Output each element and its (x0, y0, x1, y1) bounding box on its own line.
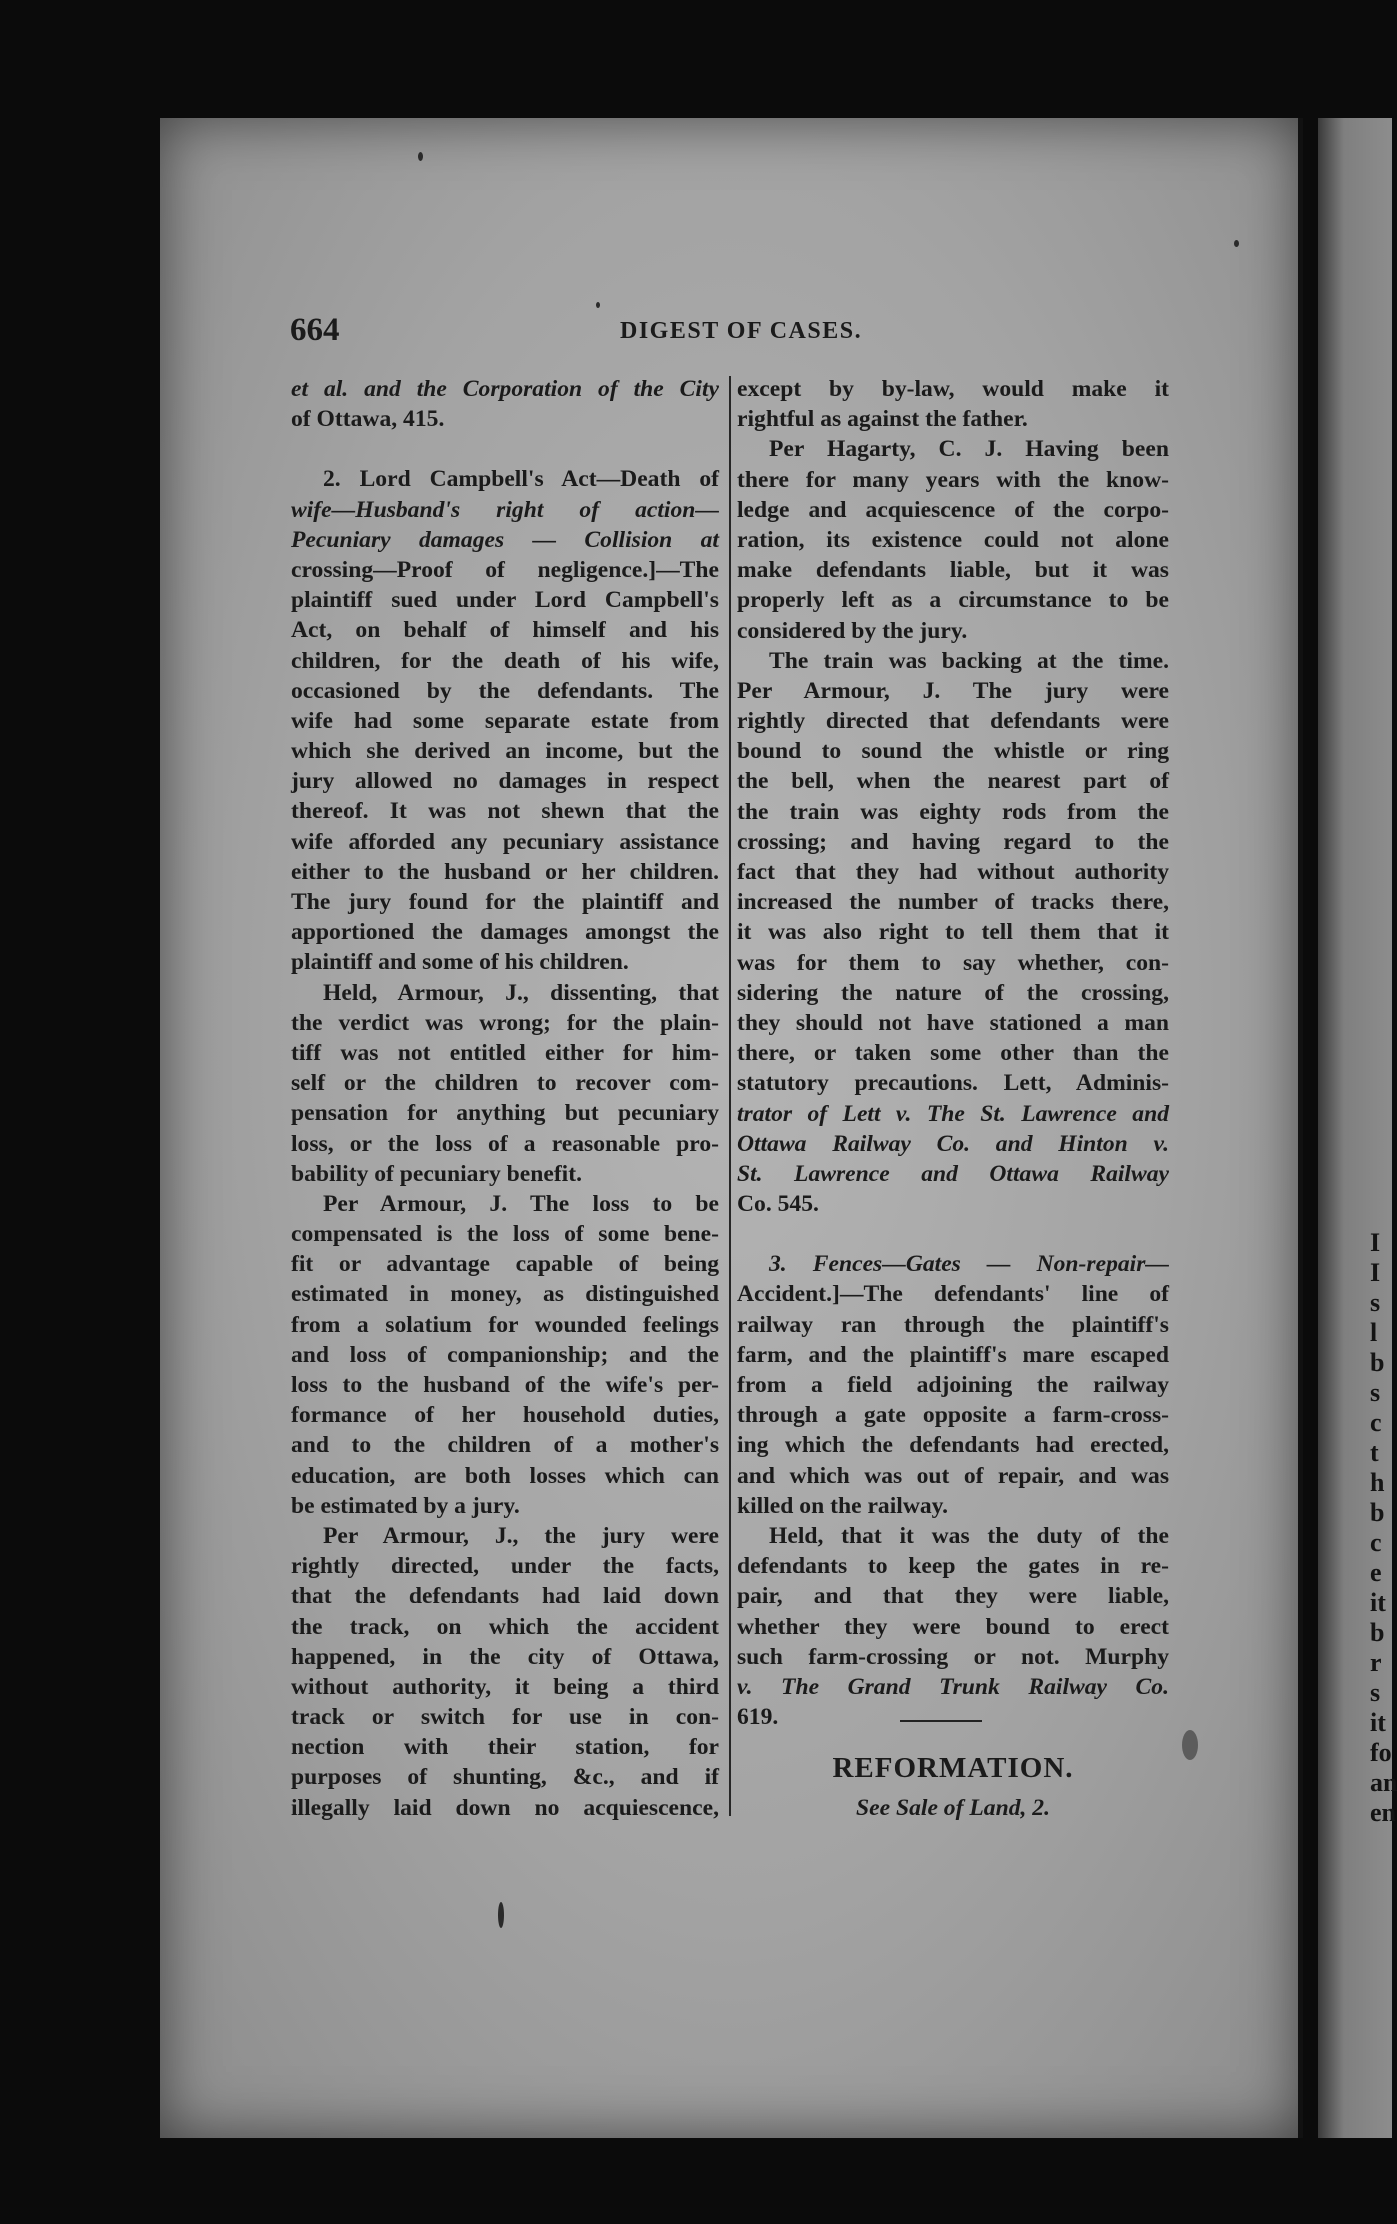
text-line: properly left as a circumstance to be (737, 587, 1169, 614)
text-line: plaintiff sued under Lord Campbell's (291, 587, 719, 614)
text-line: there for many years with the know- (737, 466, 1169, 493)
text-line: self or the children to recover com- (291, 1070, 719, 1097)
page-number: 664 (290, 312, 340, 348)
text-line: the track, on which the accident (291, 1613, 719, 1640)
text-line: either to the husband or her children. (291, 858, 719, 885)
right-column (737, 374, 1169, 1732)
text-line: without authority, it being a third (291, 1673, 719, 1700)
text-line: education, are both losses which can (291, 1462, 719, 1489)
text-line: that the defendants had laid down (291, 1583, 719, 1610)
text-line: fact that they had without authority (737, 859, 1169, 885)
text-line: and which was out of repair, and was (737, 1462, 1169, 1489)
section-heading-line: Pecuniary damages — Collision at (291, 526, 719, 553)
text-line: Ottawa Railway Co. and Hinton v. (737, 1130, 1169, 1157)
running-head: DIGEST OF CASES. (620, 318, 863, 344)
text-line: Per Armour, J. The loss to be (323, 1190, 719, 1217)
adjacent-page-fragment: r (1370, 1648, 1382, 1677)
text-line: sidering the nature of the crossing, (737, 979, 1169, 1006)
text-line: and loss of companionship; and the (291, 1341, 719, 1368)
adjacent-page-fragment: s (1370, 1378, 1381, 1407)
text-line: the bell, when the nearest part of (737, 768, 1169, 795)
text-line: crossing; and having regard to the (737, 828, 1169, 855)
text-line: wife had some separate estate from (291, 707, 719, 734)
text-line: crossing—Proof of negligence.]—The (291, 556, 719, 583)
column-divider (729, 376, 731, 1816)
scan-speck (1234, 240, 1239, 247)
text-line: Co. 545. (737, 1191, 819, 1218)
text-line: considered by the jury. (737, 617, 968, 644)
text-line: compensated is the loss of some bene- (291, 1221, 719, 1248)
text-line: Held, Armour, J., dissenting, that (323, 979, 719, 1006)
text-line: The train was backing at the time. (769, 647, 1169, 674)
text-line: ration, its existence could not alone (737, 526, 1169, 553)
text-line: make defendants liable, but it was (737, 557, 1169, 584)
text-line: farm, and the plaintiff's mare escaped (737, 1341, 1169, 1368)
text-line: pair, and that they were liable, (737, 1583, 1169, 1610)
left-column (291, 374, 719, 1823)
text-line: et al. and the Corporation of the City (291, 376, 719, 402)
text-line: trator of Lett v. The St. Lawrence and (737, 1100, 1169, 1127)
adjacent-page-fragment: c (1370, 1408, 1382, 1437)
text-line: ing which the defendants had erected, (737, 1432, 1169, 1459)
text-line: Held, that it was the duty of the (769, 1522, 1169, 1549)
text-line: it was also right to tell them that it (737, 919, 1169, 946)
text-line: loss to the husband of the wife's per- (291, 1372, 719, 1398)
section-heading-line: 3. Fences—Gates — Non-repair— (769, 1251, 1169, 1278)
adjacent-page-fragment: c (1370, 1528, 1382, 1557)
text-line: rightful as against the father. (737, 406, 1028, 433)
text-line: except by by-law, would make it (737, 376, 1169, 402)
text-line: illegally laid down no acquiescence, (291, 1794, 719, 1821)
text-line: nection with their station, for (291, 1734, 719, 1761)
text-line: whether they were bound to erect (737, 1613, 1169, 1640)
text-line: was for them to say whether, con- (737, 949, 1169, 976)
text-line: estimated in money, as distinguished (291, 1281, 719, 1308)
text-line: thereof. It was not shewn that the (291, 798, 719, 825)
text-line: increased the number of tracks there, (737, 889, 1169, 916)
text-line: bound to sound the whistle or ring (737, 738, 1169, 765)
text-line: from a solatium for wounded feelings (291, 1311, 719, 1338)
text-line: happened, in the city of Ottawa, (291, 1643, 719, 1670)
text-line: Per Armour, J. The jury were (737, 677, 1169, 704)
scan-speck (596, 302, 600, 308)
gutter-shadow-line (1298, 118, 1303, 2138)
text-line: such farm-crossing or not. Murphy (737, 1643, 1169, 1670)
text-line: of Ottawa, 415. (291, 406, 445, 433)
text-line: track or switch for use in con- (291, 1704, 719, 1731)
adjacent-page-fragment: it (1370, 1588, 1386, 1617)
text-line: tiff was not entitled either for him- (291, 1039, 719, 1066)
text-line: apportioned the damages amongst the (291, 919, 719, 946)
text-line: jury allowed no damages in respect (291, 768, 719, 795)
adjacent-page-fragment: I (1370, 1258, 1381, 1287)
adjacent-page-fragment: fo (1370, 1738, 1392, 1767)
cross-reference: See Sale of Land, 2. (856, 1795, 1050, 1821)
text-line: loss, or the loss of a reasonable pro- (291, 1130, 719, 1157)
text-line: Per Armour, J., the jury were (323, 1522, 719, 1549)
text-line: wife afforded any pecuniary assistance (291, 828, 719, 855)
reformation-block (737, 1752, 1169, 1822)
text-line: The jury found for the plaintiff and (291, 889, 719, 915)
text-line: St. Lawrence and Ottawa Railway (737, 1160, 1169, 1187)
text-line: railway ran through the plaintiff's (737, 1311, 1169, 1338)
text-line: rightly directed that defendants were (737, 708, 1169, 735)
text-line: 619. (737, 1704, 779, 1731)
adjacent-page-fragment: I (1370, 1228, 1381, 1257)
adjacent-page-edge (1318, 118, 1397, 2138)
text-line: statutory precautions. Lett, Adminis- (737, 1070, 1169, 1097)
text-line: Accident.]—The defendants' line of (737, 1281, 1169, 1308)
text-line: plaintiff and some of his children. (291, 949, 629, 976)
adjacent-page-fragment: an (1370, 1768, 1397, 1797)
section-heading-line: 2. Lord Campbell's Act—Death of (323, 466, 719, 493)
adjacent-page-fragment: b (1370, 1618, 1385, 1647)
adjacent-page-fragment: l (1370, 1318, 1378, 1347)
text-line: killed on the railway. (737, 1492, 949, 1519)
text-line: occasioned by the defendants. The (291, 677, 719, 704)
adjacent-page-fragment: h (1370, 1468, 1385, 1497)
adjacent-page-fragment: b (1370, 1348, 1385, 1377)
adjacent-page-fragment: b (1370, 1498, 1385, 1527)
text-line: bability of pecuniary benefit. (291, 1160, 582, 1187)
text-line: pensation for anything but pecuniary (291, 1100, 719, 1127)
text-line: formance of her household duties, (291, 1402, 719, 1429)
adjacent-page-fragment: e (1370, 1558, 1382, 1587)
text-line: rightly directed, under the facts, (291, 1553, 719, 1580)
text-line: defendants to keep the gates in re- (737, 1553, 1169, 1580)
text-line: be estimated by a jury. (291, 1492, 520, 1519)
scan-speck (1182, 1730, 1198, 1760)
section-heading-line: wife—Husband's right of action— (291, 496, 719, 523)
text-line: they should not have stationed a man (737, 1009, 1169, 1036)
text-line: Act, on behalf of himself and his (291, 617, 719, 644)
adjacent-page-fragment: s (1370, 1678, 1381, 1707)
text-line: and to the children of a mother's (291, 1432, 719, 1459)
text-line: from a field adjoining the railway (737, 1372, 1169, 1398)
text-line: ledge and acquiescence of the corpo- (737, 496, 1169, 523)
scan-speck (418, 152, 423, 161)
text-line: through a gate opposite a farm-cross- (737, 1402, 1169, 1429)
text-line: the verdict was wrong; for the plain- (291, 1009, 719, 1036)
adjacent-page-fragment: en (1370, 1798, 1396, 1827)
text-line: which she derived an income, but the (291, 738, 719, 765)
text-line: fit or advantage capable of being (291, 1251, 719, 1278)
scan-speck (498, 1902, 504, 1928)
adjacent-page-fragment: s (1370, 1288, 1381, 1317)
text-line: Per Hagarty, C. J. Having been (769, 436, 1169, 463)
section-rule (900, 1720, 982, 1722)
adjacent-page-fragment: t (1370, 1438, 1379, 1467)
text-line: purposes of shunting, &c., and if (291, 1764, 719, 1791)
text-line: v. The Grand Trunk Railway Co. (737, 1673, 1169, 1700)
text-line: there, or taken some other than the (737, 1040, 1169, 1067)
text-line: children, for the death of his wife, (291, 647, 719, 674)
text-line: the train was eighty rods from the (737, 798, 1169, 825)
section-title: REFORMATION. (832, 1752, 1074, 1784)
adjacent-page-fragment: it (1370, 1708, 1386, 1737)
